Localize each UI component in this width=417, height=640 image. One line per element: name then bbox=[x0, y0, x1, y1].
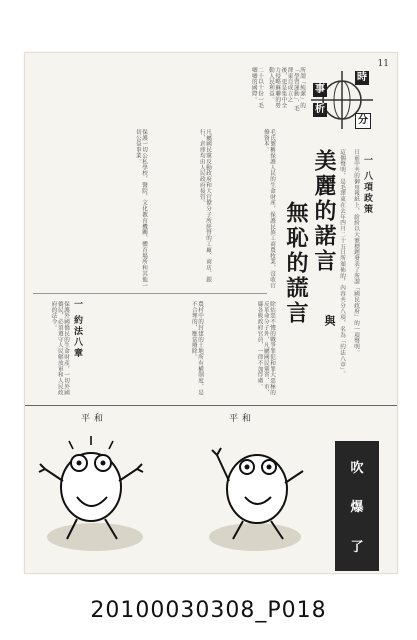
article-col-right-2: 這個聲明，是毛澤東在去年四月二十五日所頒佈的，內容共分八項，名為「約法八章」。 bbox=[339, 149, 345, 377]
magazine-page bbox=[24, 52, 398, 574]
intro-text: 所謂「純潔」的「學習運動」，毛澤東自成立之後，更是集中全力侵略蘇聯的勞動人民利益。 bbox=[267, 67, 305, 112]
cartoon-panel-right bbox=[195, 415, 325, 559]
headline-line-1: 美麗的諾言 bbox=[311, 149, 337, 274]
side-panel-word-1: 吹 bbox=[350, 461, 364, 477]
headline-line-2: 無恥的謊言 bbox=[283, 201, 309, 326]
section-heading-2: 一 約法八章 bbox=[72, 299, 82, 360]
article-col-4: 除怙惡不悛的戰爭罪犯和罪大惡極的反革命分子外，凡屬國民黨省、市、縣各級政府官員，一律不加俘虜。 bbox=[256, 301, 275, 396]
side-panel-word-2: 爆 bbox=[350, 500, 364, 516]
frog-cartoon-2-icon bbox=[195, 425, 325, 565]
cartoon-top-rule bbox=[25, 405, 397, 406]
image-id-caption: 20100030308_P018 bbox=[90, 598, 327, 623]
badge-char-1: 時 bbox=[357, 72, 367, 83]
column-badge bbox=[307, 69, 377, 131]
article-col-6: 保護外國僑民的生命財產，一切外國僑民，必須遵守人民解放軍和人民政府的法令。 bbox=[50, 301, 69, 396]
article-col-right-1: 日前中共的御用報紙上，紛紛以大號標題發表了所謂「國民政府」的一項聲明。 bbox=[353, 149, 359, 356]
page-number: 11 bbox=[377, 59, 389, 69]
article-col-2: 凡屬國民黨反動政府和大官僚分子所經營的工廠、商店、銀行、倉庫均由人民政府接管。 bbox=[198, 129, 211, 283]
section-divider bbox=[33, 293, 267, 294]
badge-char-2: 分 bbox=[355, 113, 371, 129]
cartoon-caption-right: 平和 bbox=[229, 414, 256, 424]
article-col-3: 保護一切公私學校、醫院、文化教育機關、體育場所和其他一切公益事業。 bbox=[134, 129, 147, 289]
badge-char-3: 事 bbox=[315, 84, 325, 95]
cartoon-caption-left: 平和 bbox=[81, 414, 108, 424]
frog-cartoon-icon bbox=[33, 425, 163, 565]
side-panel-word-3: 了 bbox=[350, 539, 364, 555]
headline-connector: 與 bbox=[323, 315, 336, 326]
cartoon-panel-left bbox=[33, 415, 163, 559]
section-heading-1: 一 八項政策 bbox=[362, 155, 372, 216]
badge-char-4: 析 bbox=[315, 104, 325, 115]
source-note: 二十以十份一毛卿卿的國際。 bbox=[250, 67, 263, 109]
article-col-1: 毛氏號稱保護人民的生命財產，保護民族工商農牧業，沒收官僚資本。 bbox=[262, 129, 275, 289]
article-col-5: 農村中的封建的土地所有權制度，是不合理的，應當廢除。 bbox=[190, 301, 203, 396]
cartoon-side-panel bbox=[335, 441, 379, 571]
